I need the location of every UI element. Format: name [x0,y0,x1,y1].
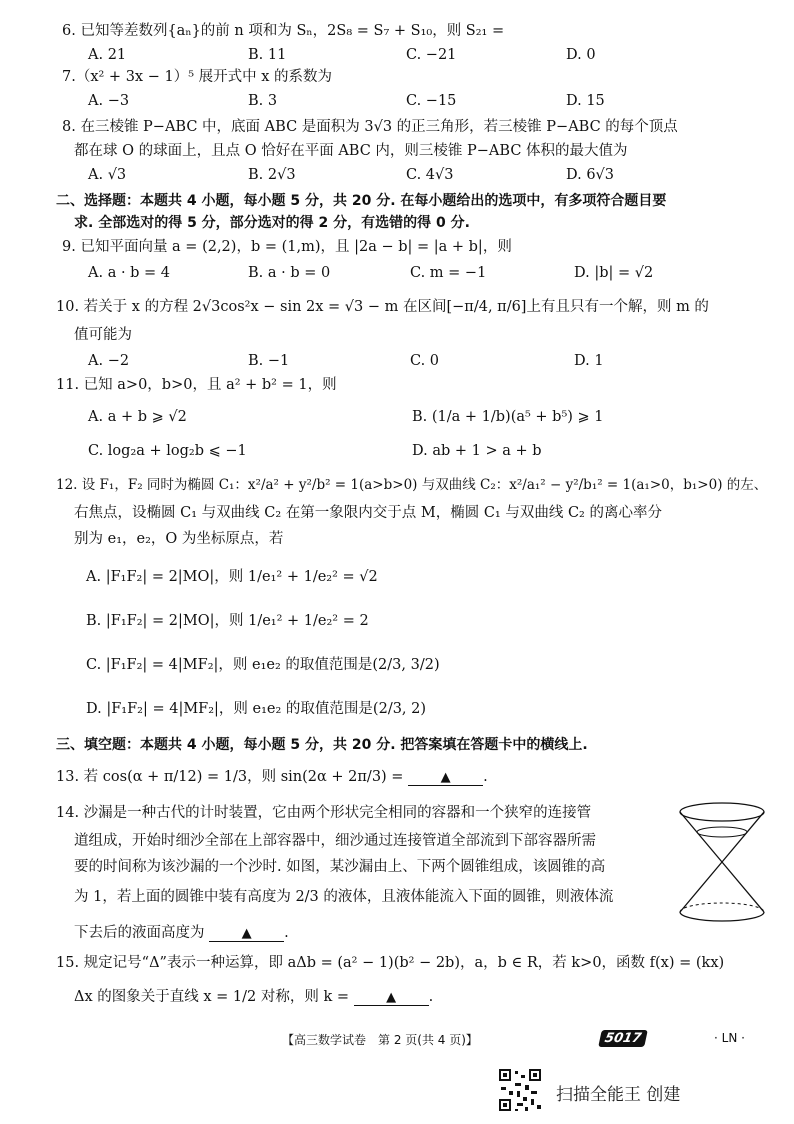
q11-option-a: A. a + b ⩾ √2 [88,409,187,425]
lower-cone-right-edge [722,862,764,912]
q14-blank-marker: ▲ [241,926,252,941]
q6-option-d: D. 0 [566,47,596,63]
q12-option-c: C. |F₁F₂| = 4|MF₂|，则 e₁e₂ 的取值范围是(2/3, 3/2) [86,657,440,673]
q6-stem: 6. 已知等差数列{aₙ}的前 n 项和为 Sₙ，2S₈ = S₇ + S₁₀，则 S₂₁ = [62,23,505,39]
q13-period: . [483,769,488,785]
paper-code-badge: 5017 [598,1030,648,1047]
q14-line1: 14. 沙漏是一种古代的计时装置，它由两个形状完全相同的容器和一个狭窄的连接管 [56,805,592,821]
q7-option-c: C. −15 [406,93,457,109]
lower-cone-base-back [680,903,764,912]
section3-heading: 三、填空题：本题共 4 小题，每小题 5 分，共 20 分. 把答案填在答题卡中的横线上. [56,737,588,753]
q14-period: . [284,925,289,941]
q11-option-d: D. ab + 1 > a + b [412,443,542,459]
q12-stem-line3: 别为 e₁，e₂，O 为坐标原点，若 [74,531,284,547]
liquid-surface [697,827,747,837]
q10-option-b: B. −1 [248,353,290,369]
footer-tag: · LN · [714,1031,745,1045]
q8-stem-line1: 8. 在三棱锥 P−ABC 中，底面 ABC 是面积为 3√3 的正三角形，若三棱锥 P−ABC 的每个顶点 [62,119,678,135]
q8-stem-line2: 都在球 O 的球面上，且点 O 恰好在平面 ABC 内，则三棱锥 P−ABC 体积的最大值为 [74,143,628,159]
q14-line3: 要的时间称为该沙漏的一个沙时. 如图，某沙漏由上、下两个圆锥组成，该圆锥的高 [74,859,606,875]
q8-option-d: D. 6√3 [566,167,615,183]
scanner-watermark: 扫描全能王 创建 [556,1085,681,1105]
q14-line2: 道组成，开始时细沙全部在上部容器中，细沙通过连接管道全部流到下部容器所需 [74,833,596,849]
q10-stem-line2: 值可能为 [74,327,132,343]
q15-line2-text: Δx 的图象关于直线 x = 1/2 对称，则 k = [74,989,350,1005]
q10-option-d: D. 1 [574,353,604,369]
q7-stem: 7.（x² + 3x − 1）⁵ 展开式中 x 的系数为 [62,69,333,85]
lower-cone-base-front [680,912,764,921]
q13-stem [56,768,488,786]
q10-option-c: C. 0 [410,353,440,369]
q7-option-d: D. 15 [566,93,605,109]
q11-stem: 11. 已知 a>0，b>0，且 a² + b² = 1，则 [56,377,337,393]
q9-option-a: A. a · b = 4 [88,265,171,281]
q15-line2 [74,988,433,1006]
q12-stem-line2: 右焦点，设椭圆 C₁ 与双曲线 C₂ 在第一象限内交于点 M，椭圆 C₁ 与双曲线 C₂ 的离心率分 [74,505,662,521]
page-footer-title: 【高三数学试卷 第 2 页(共 4 页)】 [282,1033,478,1047]
q12-option-d: D. |F₁F₂| = 4|MF₂|，则 e₁e₂ 的取值范围是(2/3, 2) [86,701,427,717]
q14-line4: 为 1，若上面的圆锥中装有高度为 2/3 的液体，且液体能流入下面的圆锥，则液体流 [74,889,614,905]
q15-answer-blank [354,990,429,1006]
q13-blank-marker: ▲ [440,770,451,785]
q14-line5-text: 下去后的液面高度为 [74,925,205,941]
q15-blank-marker: ▲ [386,990,397,1005]
q14-line5 [74,924,289,942]
lower-cone-left-edge [680,862,722,912]
q6-option-a: A. 21 [88,47,127,63]
q7-option-b: B. 3 [248,93,278,109]
q15-line1: 15. 规定记号“Δ”表示一种运算，即 aΔb = (a² − 1)(b² − 2b)，a，b ∈ R，若 k>0，函数 f(x) = (kx) [56,955,725,971]
q10-stem-line1: 10. 若关于 x 的方程 2√3cos²x − sin 2x = √3 − m 在区间[−π/4, π/6]上有且只有一个解，则 m 的 [56,299,709,315]
q8-option-b: B. 2√3 [248,167,296,183]
q11-option-b: B. (1/a + 1/b)(a⁵ + b⁵) ⩾ 1 [412,409,604,425]
section2-heading-line2: 求. 全部选对的得 5 分，部分选对的得 2 分，有选错的得 0 分. [74,215,470,231]
q11-option-c: C. log₂a + log₂b ⩽ −1 [88,443,247,459]
section2-heading-line1: 二、选择题：本题共 4 小题，每小题 5 分，共 20 分. 在每小题给出的选项中，有多项符合题目要 [56,193,667,209]
q14-answer-blank [209,926,284,942]
q6-option-c: C. −21 [406,47,457,63]
q9-stem: 9. 已知平面向量 a = (2,2)，b = (1,m)，且 |2a − b| = |a + b|，则 [62,239,512,255]
q13-answer-blank [408,770,483,786]
q12-option-b: B. |F₁F₂| = 2|MO|，则 1/e₁² + 1/e₂² = 2 [86,613,369,629]
upper-cone-rim [680,803,764,821]
qr-code-icon [497,1067,543,1113]
q13-stem-text: 13. 若 cos(α + π/12) = 1/3，则 sin(2α + 2π/3) = [56,769,404,785]
q10-option-a: A. −2 [88,353,130,369]
q9-option-b: B. a · b = 0 [248,265,331,281]
q8-option-c: C. 4√3 [406,167,454,183]
q9-option-c: C. m = −1 [410,265,487,281]
q9-option-d: D. |b| = √2 [574,265,654,281]
q7-option-a: A. −3 [88,93,130,109]
q12-stem-line1: 12. 设 F₁，F₂ 同时为椭圆 C₁：x²/a² + y²/b² = 1(a>b>0) 与双曲线 C₂：x²/a₁² − y²/b₁² = 1(a₁>0，b₁>0) 的左、 [56,477,768,493]
hourglass-figure [676,800,768,924]
q12-option-a: A. |F₁F₂| = 2|MO|，则 1/e₁² + 1/e₂² = √2 [86,569,378,585]
q15-period: . [428,989,434,1005]
q6-option-b: B. 11 [248,47,287,63]
q8-option-a: A. √3 [88,167,127,183]
